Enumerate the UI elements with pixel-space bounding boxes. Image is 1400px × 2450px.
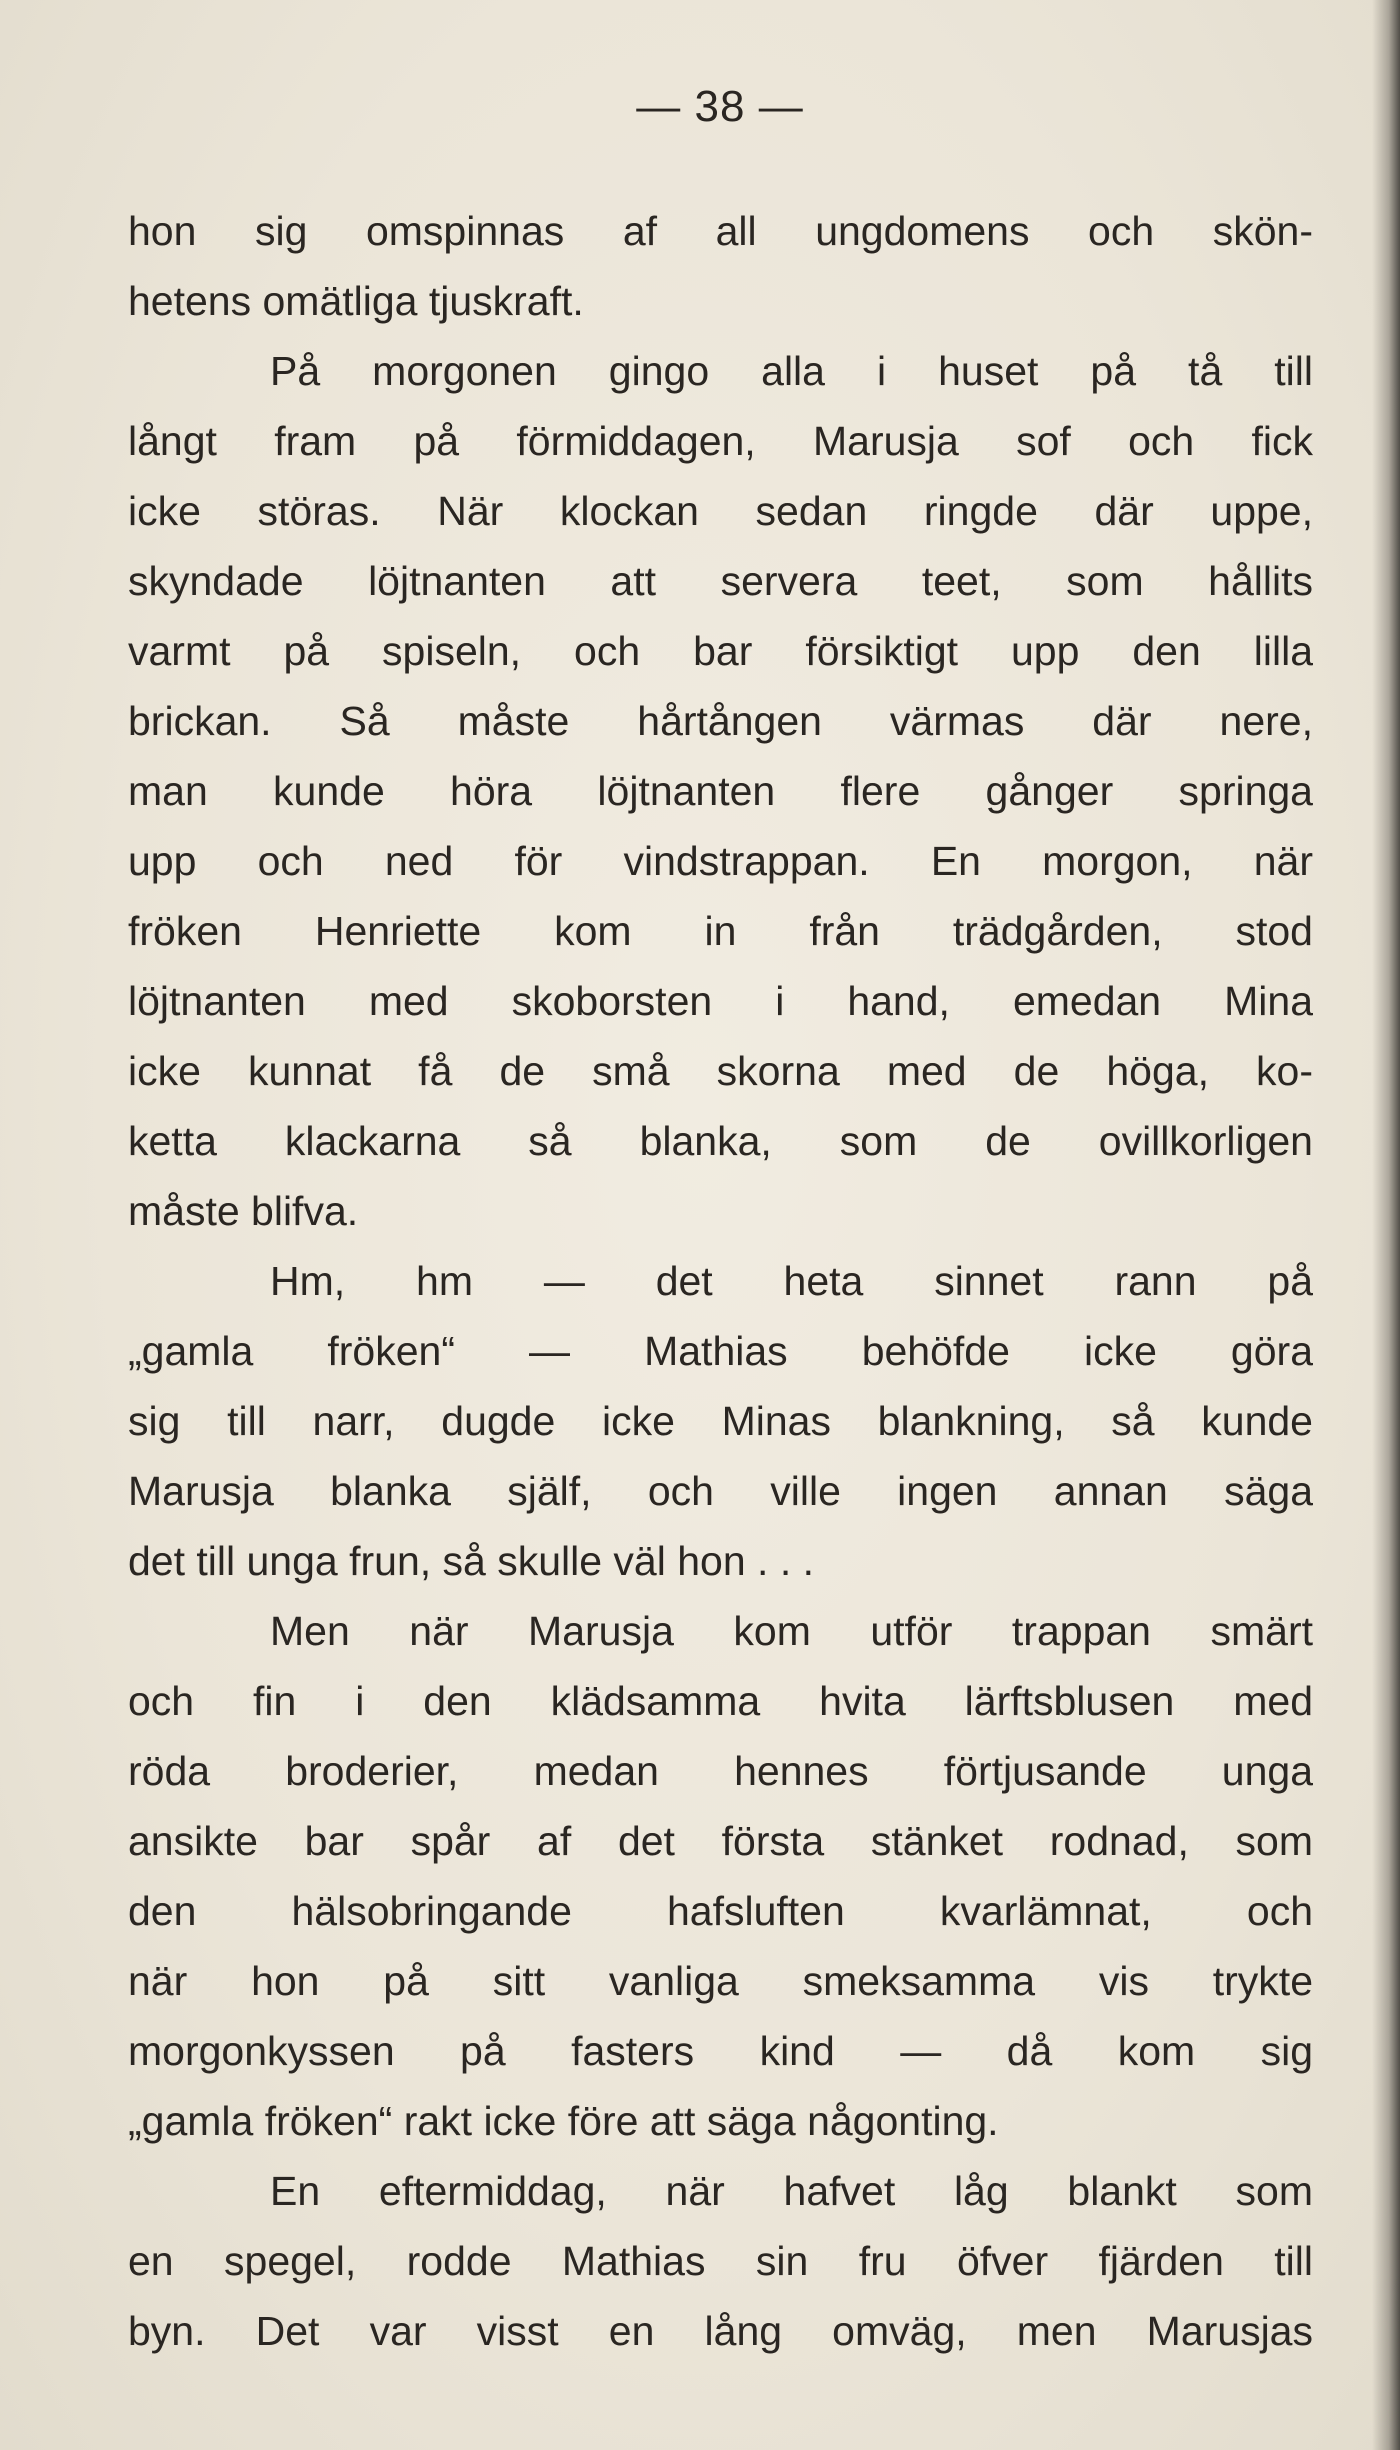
text-line: morgonkyssen på fasters kind — då kom sig	[128, 2028, 1313, 2074]
text-line: man kunde höra löjtnanten flere gånger springa	[128, 768, 1313, 814]
text-line: röda broderier, medan hennes förtjusande unga	[128, 1748, 1313, 1794]
text-line: måste blifva.	[128, 1188, 359, 1234]
text-line: icke kunnat få de små skorna med de höga, ko-	[128, 1048, 1313, 1094]
text-line: och fin i den klädsamma hvita lärftsblusen med	[128, 1678, 1313, 1724]
text-line: det till unga frun, så skulle väl hon . . .	[128, 1538, 814, 1584]
text-line: Marusja blanka själf, och ville ingen annan säga	[128, 1468, 1313, 1514]
text-line: byn. Det var visst en lång omväg, men Marusjas	[128, 2308, 1313, 2354]
text-line: Men när Marusja kom utför trappan smärt	[270, 1608, 1313, 1654]
text-line: fröken Henriette kom in från trädgården, stod	[128, 908, 1313, 954]
text-line: när hon på sitt vanliga smeksamma vis trykte	[128, 1958, 1313, 2004]
text-line: På morgonen gingo alla i huset på tå till	[270, 348, 1313, 394]
text-line: ansikte bar spår af det första stänket rodnad, som	[128, 1818, 1313, 1864]
text-line: långt fram på förmiddagen, Marusja sof och fick	[128, 418, 1313, 464]
body-text	[128, 196, 1313, 2366]
text-line: en spegel, rodde Mathias sin fru öfver fjärden till	[128, 2238, 1313, 2284]
text-line: hon sig omspinnas af all ungdomens och skön-	[128, 208, 1313, 254]
text-line: „gamla fröken“ rakt icke före att säga någonting.	[128, 2098, 999, 2144]
text-line: „gamla fröken“ — Mathias behöfde icke göra	[128, 1328, 1313, 1374]
text-line: En eftermiddag, när hafvet låg blankt som	[270, 2168, 1313, 2214]
text-line: sig till narr, dugde icke Minas blankning, så kunde	[128, 1398, 1313, 1444]
text-line: upp och ned för vindstrappan. En morgon, när	[128, 838, 1313, 884]
text-line: varmt på spiseln, och bar försiktigt upp den lilla	[128, 628, 1313, 674]
text-line: hetens omätliga tjuskraft.	[128, 278, 584, 324]
text-line: skyndade löjtnanten att servera teet, som hållits	[128, 558, 1313, 604]
text-line: Hm, hm — det heta sinnet rann på	[270, 1258, 1313, 1304]
text-line: icke störas. När klockan sedan ringde där uppe,	[128, 488, 1313, 534]
page-number: — 38 —	[636, 82, 804, 131]
page-edge-shadow	[1372, 0, 1400, 2450]
text-line: brickan. Så måste hårtången värmas där nere,	[128, 698, 1313, 744]
text-line: den hälsobringande hafsluften kvarlämnat, och	[128, 1888, 1313, 1934]
text-line: löjtnanten med skoborsten i hand, emedan Mina	[128, 978, 1313, 1024]
text-line: ketta klackarna så blanka, som de ovillkorligen	[128, 1118, 1313, 1164]
